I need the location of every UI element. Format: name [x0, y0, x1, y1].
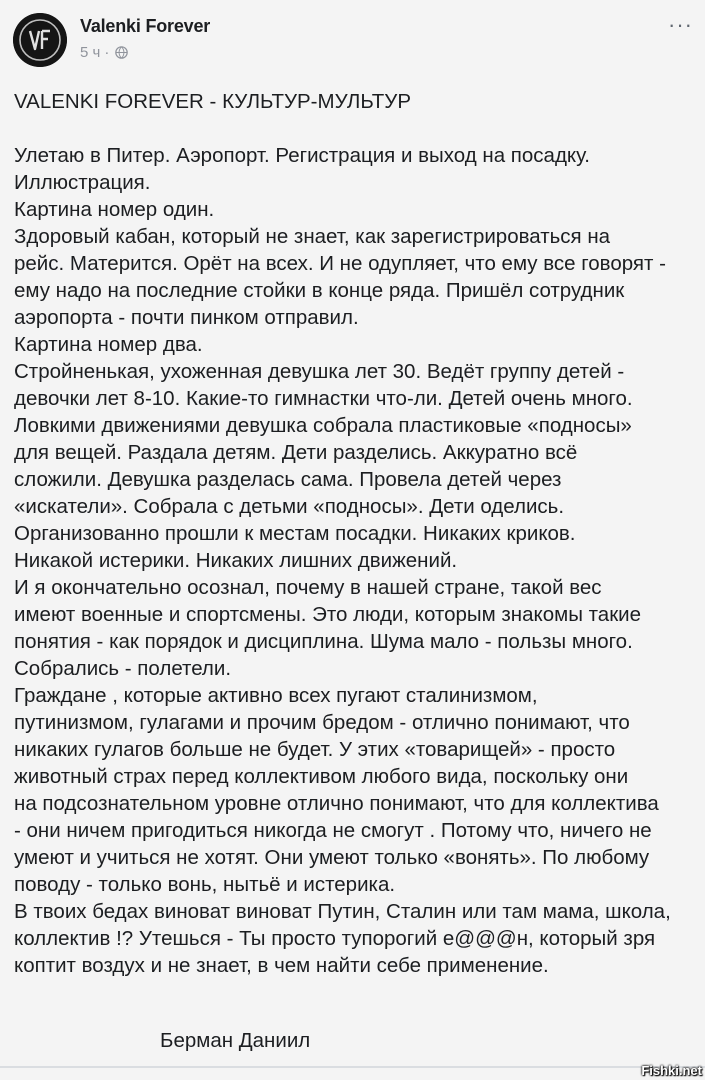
- post-line: поводу - только вонь, нытьё и истерика.: [14, 873, 396, 896]
- post-line: Здоровый кабан, который не знает, как зарегистрироваться на: [14, 225, 611, 248]
- post-line: никаких гулагов больше не будет. У этих «товарищей» - просто: [14, 738, 616, 761]
- globe-icon: [115, 46, 128, 59]
- post-line: сложили. Девушка разделась сама. Провела детей через: [14, 468, 562, 491]
- post-line: Граждане , которые активно всех пугают сталинизмом,: [14, 684, 538, 707]
- post-line: «искатели». Собрала с детьми «подносы». Дети оделись.: [14, 495, 565, 518]
- post-line: И я окончательно осознал, почему в нашей стране, такой вес: [14, 576, 602, 599]
- post-line: понятия - как порядок и дисциплина. Шума мало - пользы много.: [14, 630, 633, 653]
- page-name[interactable]: Valenki Forever: [80, 16, 211, 36]
- post-line: Собрались - полетели.: [14, 657, 232, 680]
- post-line: Никакой истерики. Никаких лишних движений.: [14, 549, 458, 572]
- post-header: [0, 0, 705, 80]
- post-title: VALENKI FOREVER - КУЛЬТУР-МУЛЬТУР: [14, 90, 411, 113]
- post-line: для вещей. Раздала детям. Дети разделись. Аккуратно всё: [14, 441, 578, 464]
- post-time[interactable]: 5 ч: [80, 44, 101, 61]
- post-signature: Берман Даниил: [160, 1029, 311, 1052]
- post-text: [14, 142, 704, 979]
- post-line: В твоих бедах виноват виноват Путин, Сталин или там мама, школа,: [14, 900, 671, 923]
- post-line: девочки лет 8-10. Какие-то гимнастки что-ли. Детей очень много.: [14, 387, 633, 410]
- post-line: аэропорта - почти пинком отправил.: [14, 306, 359, 329]
- post-line: - они ничем пригодиться никогда не смогут . Потому что, ничего не: [14, 819, 652, 842]
- post-line: Иллюстрация.: [14, 171, 151, 194]
- post-line: животный страх перед коллективом любого вида, поскольку они: [14, 765, 629, 788]
- post-line: рейс. Матерится. Орёт на всех. И не одупляет, что ему все говорят -: [14, 252, 666, 275]
- post-line: Картина номер два.: [14, 333, 203, 356]
- post-line: имеют военные и спортсмены. Это люди, которым знакомы такие: [14, 603, 642, 626]
- post-line: Стройненькая, ухоженная девушка лет 30. Ведёт группу детей -: [14, 360, 625, 383]
- post-line: Улетаю в Питер. Аэропорт. Регистрация и выход на посадку.: [14, 144, 590, 167]
- more-options-button[interactable]: ···: [668, 12, 693, 37]
- post-line: Картина номер один.: [14, 198, 215, 221]
- post-line: умеют и учиться не хотят. Они умеют только «вонять». По любому: [14, 846, 650, 869]
- post-line: Ловкими движениями девушка собрала пластиковые «подносы»: [14, 414, 632, 437]
- page-logo-icon: [13, 13, 67, 67]
- watermark: Fishki.net: [641, 1063, 702, 1078]
- post-meta: [80, 44, 128, 61]
- post-line: на подсознательном уровне отлично понимают, что для коллектива: [14, 792, 659, 815]
- post-line: путинизмом, гулагами и прочим бредом - отлично понимают, что: [14, 711, 630, 734]
- post-line: коптит воздух и не знает, в чем найти себе применение.: [14, 954, 549, 977]
- avatar[interactable]: [13, 13, 67, 67]
- post-body: [14, 88, 704, 979]
- post-line: Организованно прошли к местам посадки. Никаких криков.: [14, 522, 576, 545]
- divider: [0, 1066, 705, 1068]
- post-line: ему надо на последние стойки в конце ряда. Пришёл сотрудник: [14, 279, 625, 302]
- meta-separator: ·: [104, 44, 110, 61]
- post-line: коллектив !? Утешься - Ты просто тупорогий е@@@н, который зря: [14, 927, 656, 950]
